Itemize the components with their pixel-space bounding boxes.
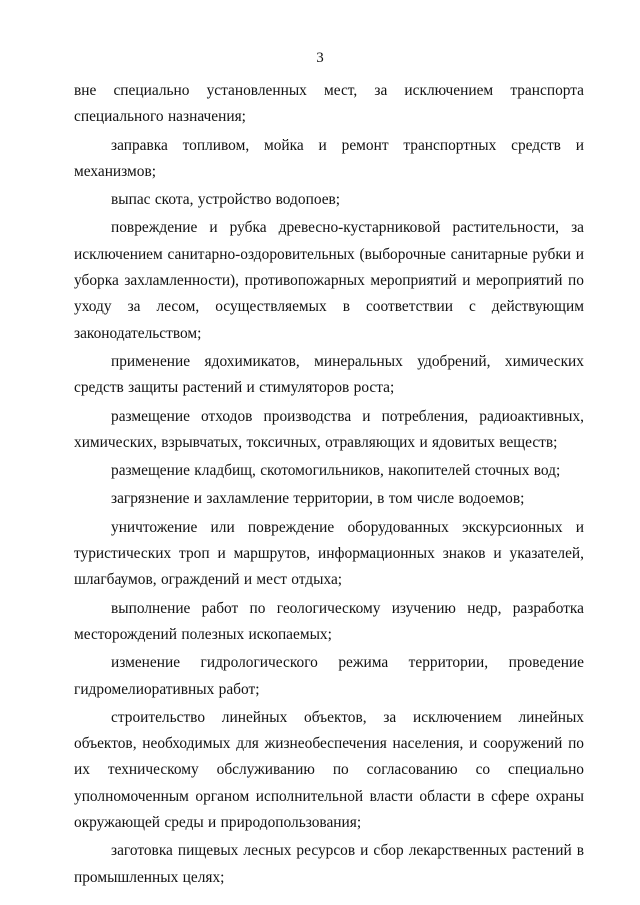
paragraph-continuation: вне специально установленных мест, за исключением транспорта специального назначения;: [74, 82, 584, 126]
paragraph-list-item: уничтожение или повреждение оборудованных экскурсионных и туристических троп и маршрутов, информационных знаков и указателей, шлагбаумов, ограждений и мест отдыха;: [74, 518, 584, 589]
paragraph-list-item: строительство линейных объектов, за исключением линейных объектов, необходимых для жизнеобеспечения населения, и сооружений по их техническому обслуживанию по согласованию со специально уполномоченным органом исполнительной власти области в сфере охраны окружающей среды и природопользования;: [74, 708, 584, 832]
paragraph-list-item: размещение кладбищ, скотомогильников, накопителей сточных вод;: [111, 462, 561, 480]
paragraph-list-item: заправка топливом, мойка и ремонт транспортных средств и механизмов;: [74, 136, 584, 180]
paragraph-list-item: применение ядохимикатов, минеральных удобрений, химических средств защиты растений и стимуляторов роста;: [74, 352, 584, 397]
paragraph-list-item: повреждение и рубка древесно-кустарниковой растительности, за исключением санитарно-оздоровительных (выборочные санитарные рубки и уборка захламленности), противопожарных мероприятий и мероприятий по уходу за лесом, осуществляемых в соответствии с действующим законодательством;: [74, 219, 584, 342]
paragraph-list-item: загрязнение и захламление территории, в том числе водоемов;: [111, 490, 525, 508]
page-number: 3: [316, 50, 324, 66]
paragraph-list-item: размещение отходов производства и потребления, радиоактивных, химических, взрывчатых, токсичных, отравляющих и ядовитых веществ;: [74, 407, 584, 451]
paragraph-list-item: заготовка пищевых лесных ресурсов и сбор лекарственных растений в промышленных целях;: [74, 842, 584, 886]
paragraph-list-item: изменение гидрологического режима территории, проведение гидромелиоративных работ;: [74, 654, 584, 698]
paragraph-list-item: выполнение работ по геологическому изучению недр, разработка месторождений полезных ископаемых;: [74, 599, 584, 643]
document-body: [74, 78, 584, 893]
paragraph-list-item: выпас скота, устройство водопоев;: [111, 191, 341, 209]
